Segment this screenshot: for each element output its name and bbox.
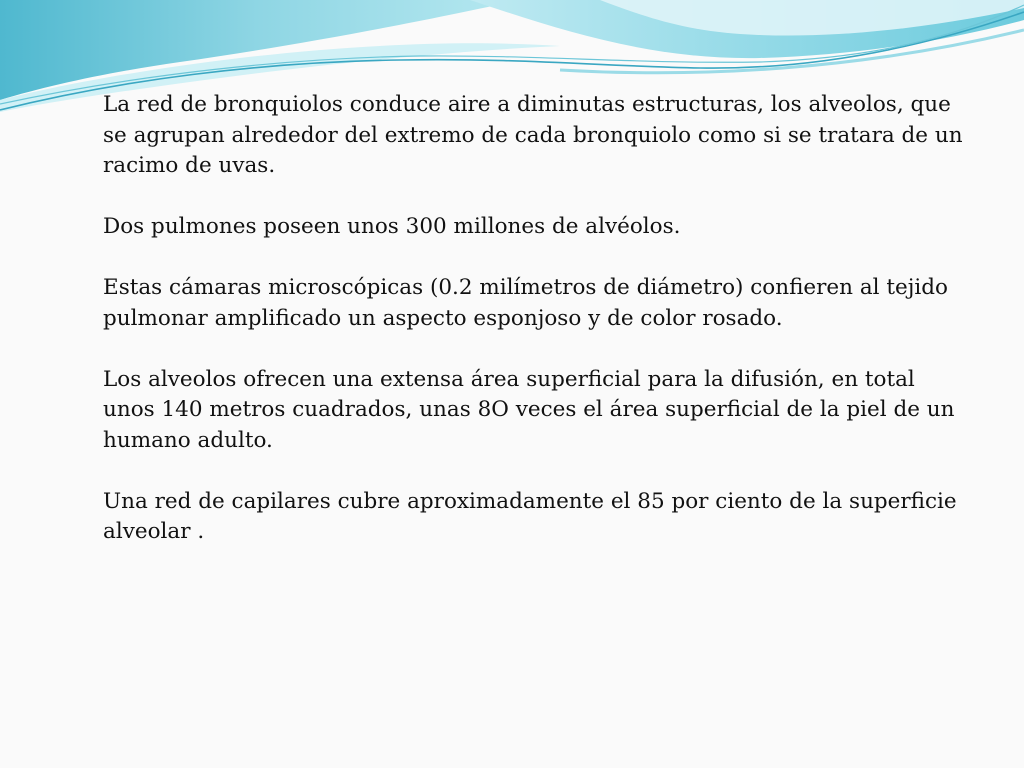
paragraph-camaras: Estas cámaras microscópicas (0.2 milímetros de diámetro) confieren al tejido pulmonar amplificado un aspecto esponjoso y de color rosado.	[103, 275, 948, 331]
paragraph-alveolos-count: Dos pulmones poseen unos 300 millones de alvéolos.	[103, 214, 681, 239]
paragraph-area-superficial: Los alveolos ofrecen una extensa área superficial para la difusión, en total unos 140 metros cuadrados, unas 8O veces el área superficial de la piel de un humano adulto.	[103, 366, 955, 453]
slide-body	[103, 90, 973, 578]
paragraph-bronquiolos: La red de bronquiolos conduce aire a diminutas estructuras, los alveolos, que se agrupan alrededor del extremo de cada bronquiolo como si se tratara de un racimo de uvas.	[103, 92, 963, 178]
paragraph-capilares: Una red de capilares cubre aproximadamente el 85 por ciento de la superficie alveolar .	[103, 488, 957, 544]
